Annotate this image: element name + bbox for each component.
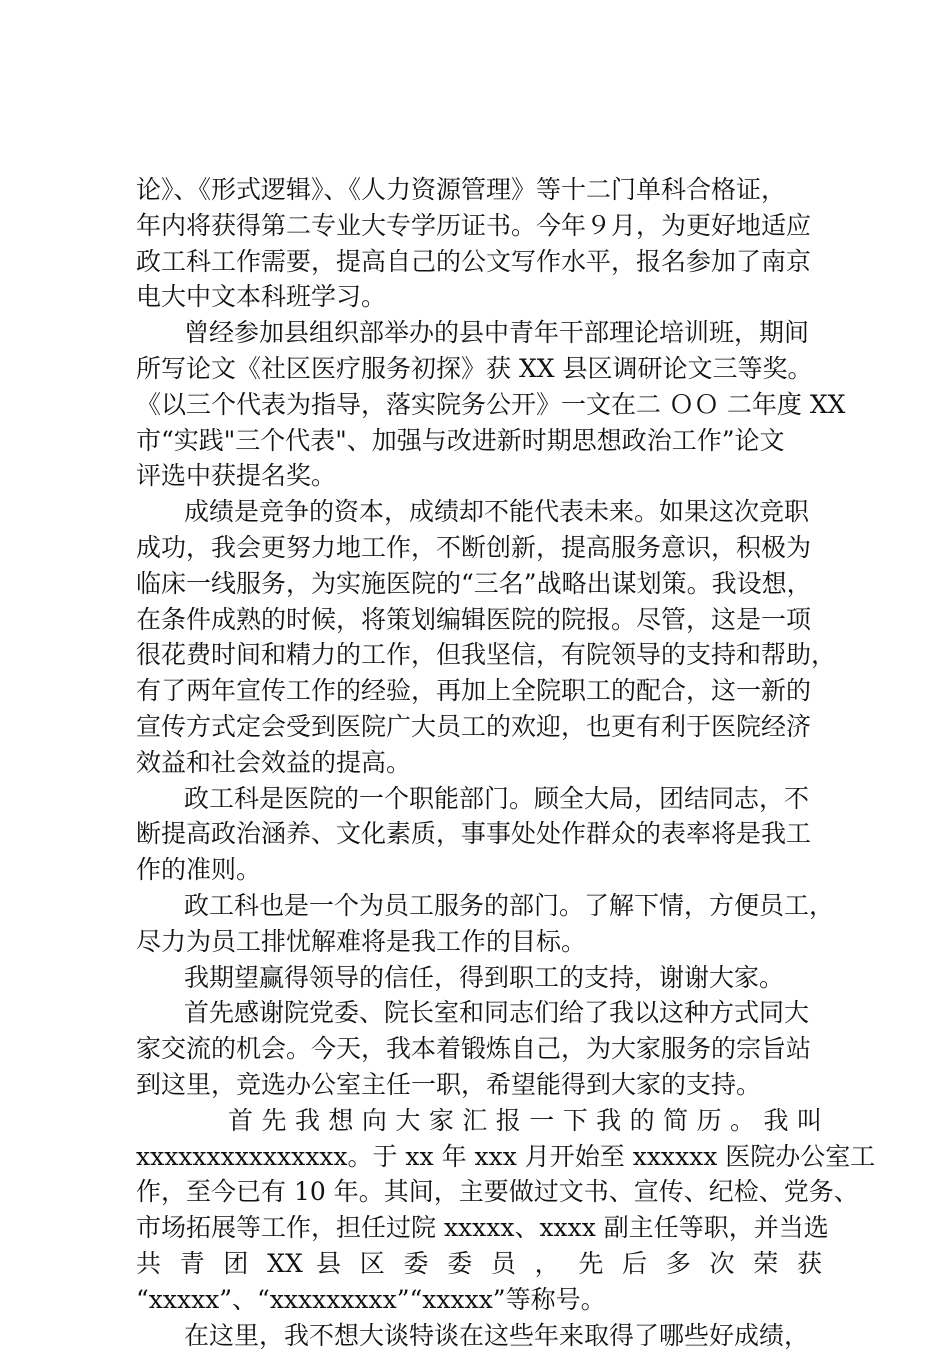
text-line: 作的准则。 [136, 852, 822, 888]
text-line: 市场拓展等工作，担任过院 xxxxx、xxxx 副主任等职，并当选 [136, 1210, 822, 1246]
text-line: 断提高政治涵养、文化素质，事事处处作群众的表率将是我工 [136, 816, 822, 852]
text-line: 临床一线服务，为实施医院的“三名”战略出谋划策。我设想， [136, 566, 822, 602]
text-line: 宣传方式定会受到医院广大员工的欢迎，也更有利于医院经济 [136, 709, 822, 745]
text-line: “xxxxx”、“xxxxxxxxx”“xxxxx”等称号。 [136, 1282, 822, 1318]
text-line: 尽力为员工排忧解难将是我工作的目标。 [136, 924, 822, 960]
text-line: 有了两年宣传工作的经验，再加上全院职工的配合，这一新的 [136, 673, 822, 709]
text-line: 所写论文《社区医疗服务初探》获 XX 县区调研论文三等奖。 [136, 351, 822, 387]
document-body [136, 172, 822, 1353]
text-line: 到这里，竞选办公室主任一职，希望能得到大家的支持。 [136, 1067, 822, 1103]
paragraph-start-line: 曾经参加县组织部举办的县中青年干部理论培训班，期间 [136, 315, 822, 351]
paragraph-start-line: 成绩是竞争的资本，成绩却不能代表未来。如果这次竞职 [136, 494, 822, 530]
paragraph-start-line: 首 先 我 想 向 大 家 汇 报 一 下 我 的 简 历 。 我 叫 [136, 1103, 822, 1139]
text-line: 很花费时间和精力的工作，但我坚信，有院领导的支持和帮助， [136, 637, 822, 673]
paragraph-start-line: 我期望赢得领导的信任，得到职工的支持，谢谢大家。 [136, 960, 822, 996]
text-line: 《以三个代表为指导，落实院务公开》一文在二 ＯＯ 二年度 XX [136, 387, 822, 423]
text-line: 评选中获提名奖。 [136, 458, 822, 494]
paragraph-start-line: 政工科也是一个为员工服务的部门。了解下情，方便员工， [136, 888, 822, 924]
paragraph-start-line: 首先感谢院党委、院长室和同志们给了我以这种方式同大 [136, 995, 822, 1031]
text-line: xxxxxxxxxxxxxxx。于 xx 年 xxx 月开始至 xxxxxx 医院办公室工 [136, 1139, 822, 1175]
text-line: 政工科工作需要，提高自己的公文写作水平，报名参加了南京 [136, 244, 822, 280]
text-line: 作，至今已有 10 年。其间，主要做过文书、宣传、纪检、党务、 [136, 1174, 822, 1210]
text-line: 电大中文本科班学习。 [136, 279, 822, 315]
text-line: 家交流的机会。今天，我本着锻炼自己，为大家服务的宗旨站 [136, 1031, 822, 1067]
paragraph-start-line: 政工科是医院的一个职能部门。顾全大局，团结同志，不 [136, 781, 822, 817]
text-line: 在条件成熟的时候，将策划编辑医院的院报。尽管，这是一项 [136, 602, 822, 638]
text-line: 成功，我会更努力地工作，不断创新，提高服务意识，积极为 [136, 530, 822, 566]
text-line: 效益和社会效益的提高。 [136, 745, 822, 781]
text-line: 论》、《形式逻辑》、《人力资源管理》等十二门单科合格证， [136, 172, 822, 208]
text-line: 市“实践"三个代表"、加强与改进新时期思想政治工作”论文 [136, 423, 822, 459]
paragraph-start-line: 在这里，我不想大谈特谈在这些年来取得了哪些好成绩， [136, 1318, 822, 1353]
text-line: 年内将获得第二专业大专学历证书。今年９月，为更好地适应 [136, 208, 822, 244]
text-line: 共 青 团 XX 县 区 委 委 员 ， 先 后 多 次 荣 获 [136, 1246, 822, 1282]
